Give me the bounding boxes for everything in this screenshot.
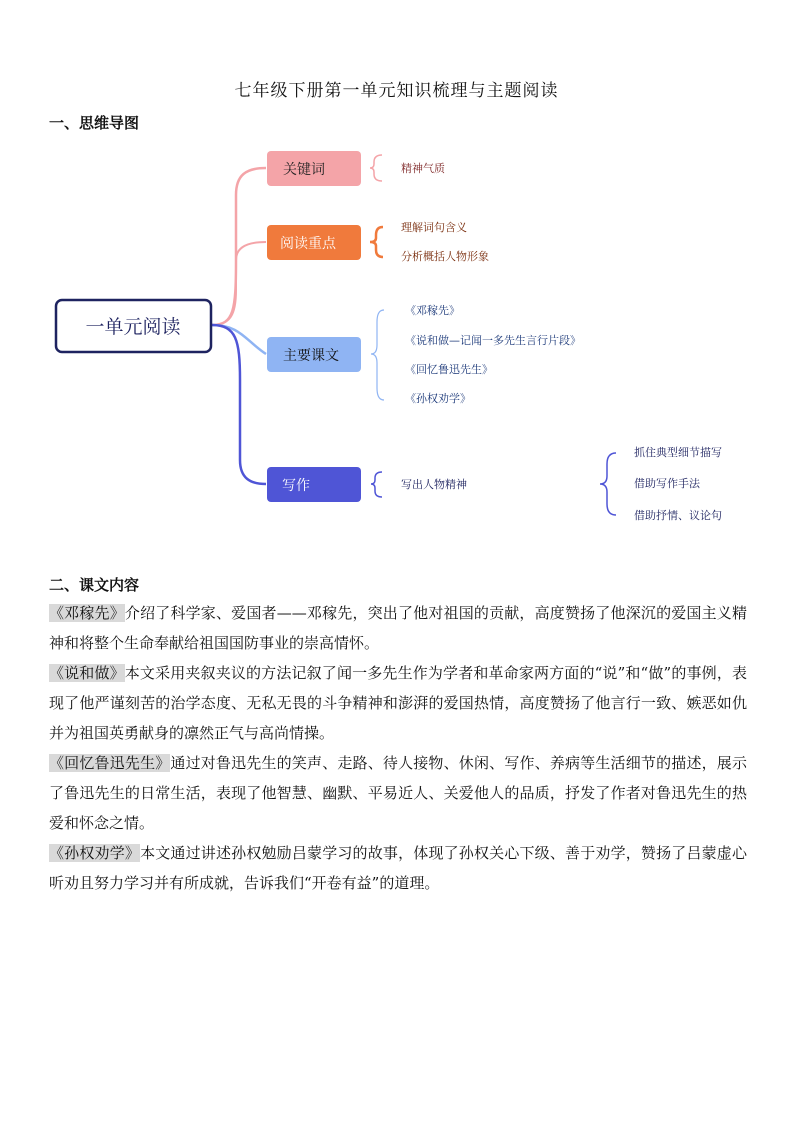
section-heading-content: 二、课文内容 <box>49 576 140 594</box>
paragraph-sun-quan <box>49 838 747 898</box>
paragraph-text: 通过对鲁迅先生的笑声、走路、待人接物、休闲、写作、养病等生活细节的描述，展示了鲁迅先生的日常生活，表现了他智慧、幽默、平易近人、关爱他人的品质，抒发了作者对鲁迅先生的热爱和怀念之情。 <box>49 754 747 832</box>
brace-keywords <box>370 155 382 181</box>
connector-reading-focus <box>212 242 266 325</box>
branch-label-keywords: 关键词 <box>283 162 325 178</box>
branch-label-writing: 写作 <box>282 478 310 494</box>
leaf-keywords-0: 精神气质 <box>401 162 445 175</box>
leaf-reading-focus-1: 分析概括人物形象 <box>401 250 489 263</box>
leaf-writing-0: 写出人物精神 <box>401 478 467 491</box>
section-heading-mindmap: 一、思维导图 <box>49 114 140 132</box>
brace-writing-sub <box>600 453 616 515</box>
root-label: 一单元阅读 <box>85 316 181 338</box>
leaf-main-texts-2: 《回忆鲁迅先生》 <box>405 363 493 376</box>
paragraph-lu-xun <box>49 748 747 838</box>
text-tag: 《孙权劝学》 <box>49 844 141 862</box>
brace-main-texts <box>371 310 384 400</box>
leaf-main-texts-0: 《邓稼先》 <box>405 304 460 317</box>
leaf-writing-sub-0: 抓住典型细节描写 <box>634 446 722 459</box>
branch-label-main-texts: 主要课文 <box>283 348 339 364</box>
connector-keywords <box>212 168 266 325</box>
brace-writing <box>371 472 382 497</box>
leaf-writing-sub-1: 借助写作手法 <box>634 477 700 490</box>
page-title: 七年级下册第一单元知识梳理与主题阅读 <box>234 81 559 101</box>
paragraph-text: 本文采用夹叙夹议的方法记叙了闻一多先生作为学者和革命家两方面的“说”和“做”的事例，表现了他严谨刻苦的治学态度、无私无畏的斗争精神和澎湃的爱国热情，高度赞扬了他言行一致、嫉恶如仇并为祖国英勇献身的凛然正气与高尚情操。 <box>49 664 747 742</box>
leaf-main-texts-1: 《说和做—记闻一多先生言行片段》 <box>405 334 581 347</box>
paragraph-text: 介绍了科学家、爱国者——邓稼先，突出了他对祖国的贡献，高度赞扬了他深沉的爱国主义精神和将整个生命奉献给祖国国防事业的崇高情怀。 <box>49 604 747 652</box>
leaf-main-texts-3: 《孙权劝学》 <box>405 392 471 405</box>
leaf-reading-focus-0: 理解词句含义 <box>401 221 467 234</box>
paragraph-text: 本文通过讲述孙权勉励吕蒙学习的故事，体现了孙权关心下级、善于劝学，赞扬了吕蒙虚心听劝且努力学习并有所成就，告诉我们“开卷有益”的道理。 <box>49 844 747 892</box>
paragraph-shuo-he-zuo <box>49 658 747 748</box>
text-tag: 《回忆鲁迅先生》 <box>49 754 171 772</box>
text-content <box>49 598 747 898</box>
branch-label-reading-focus: 阅读重点 <box>280 236 336 252</box>
text-tag: 《邓稼先》 <box>49 604 125 622</box>
text-tag: 《说和做》 <box>49 664 125 682</box>
leaf-writing-sub-2: 借助抒情、议论句 <box>634 509 722 522</box>
paragraph-deng-jiaxian <box>49 598 747 658</box>
brace-reading-focus <box>370 227 383 257</box>
mind-map <box>0 140 793 540</box>
